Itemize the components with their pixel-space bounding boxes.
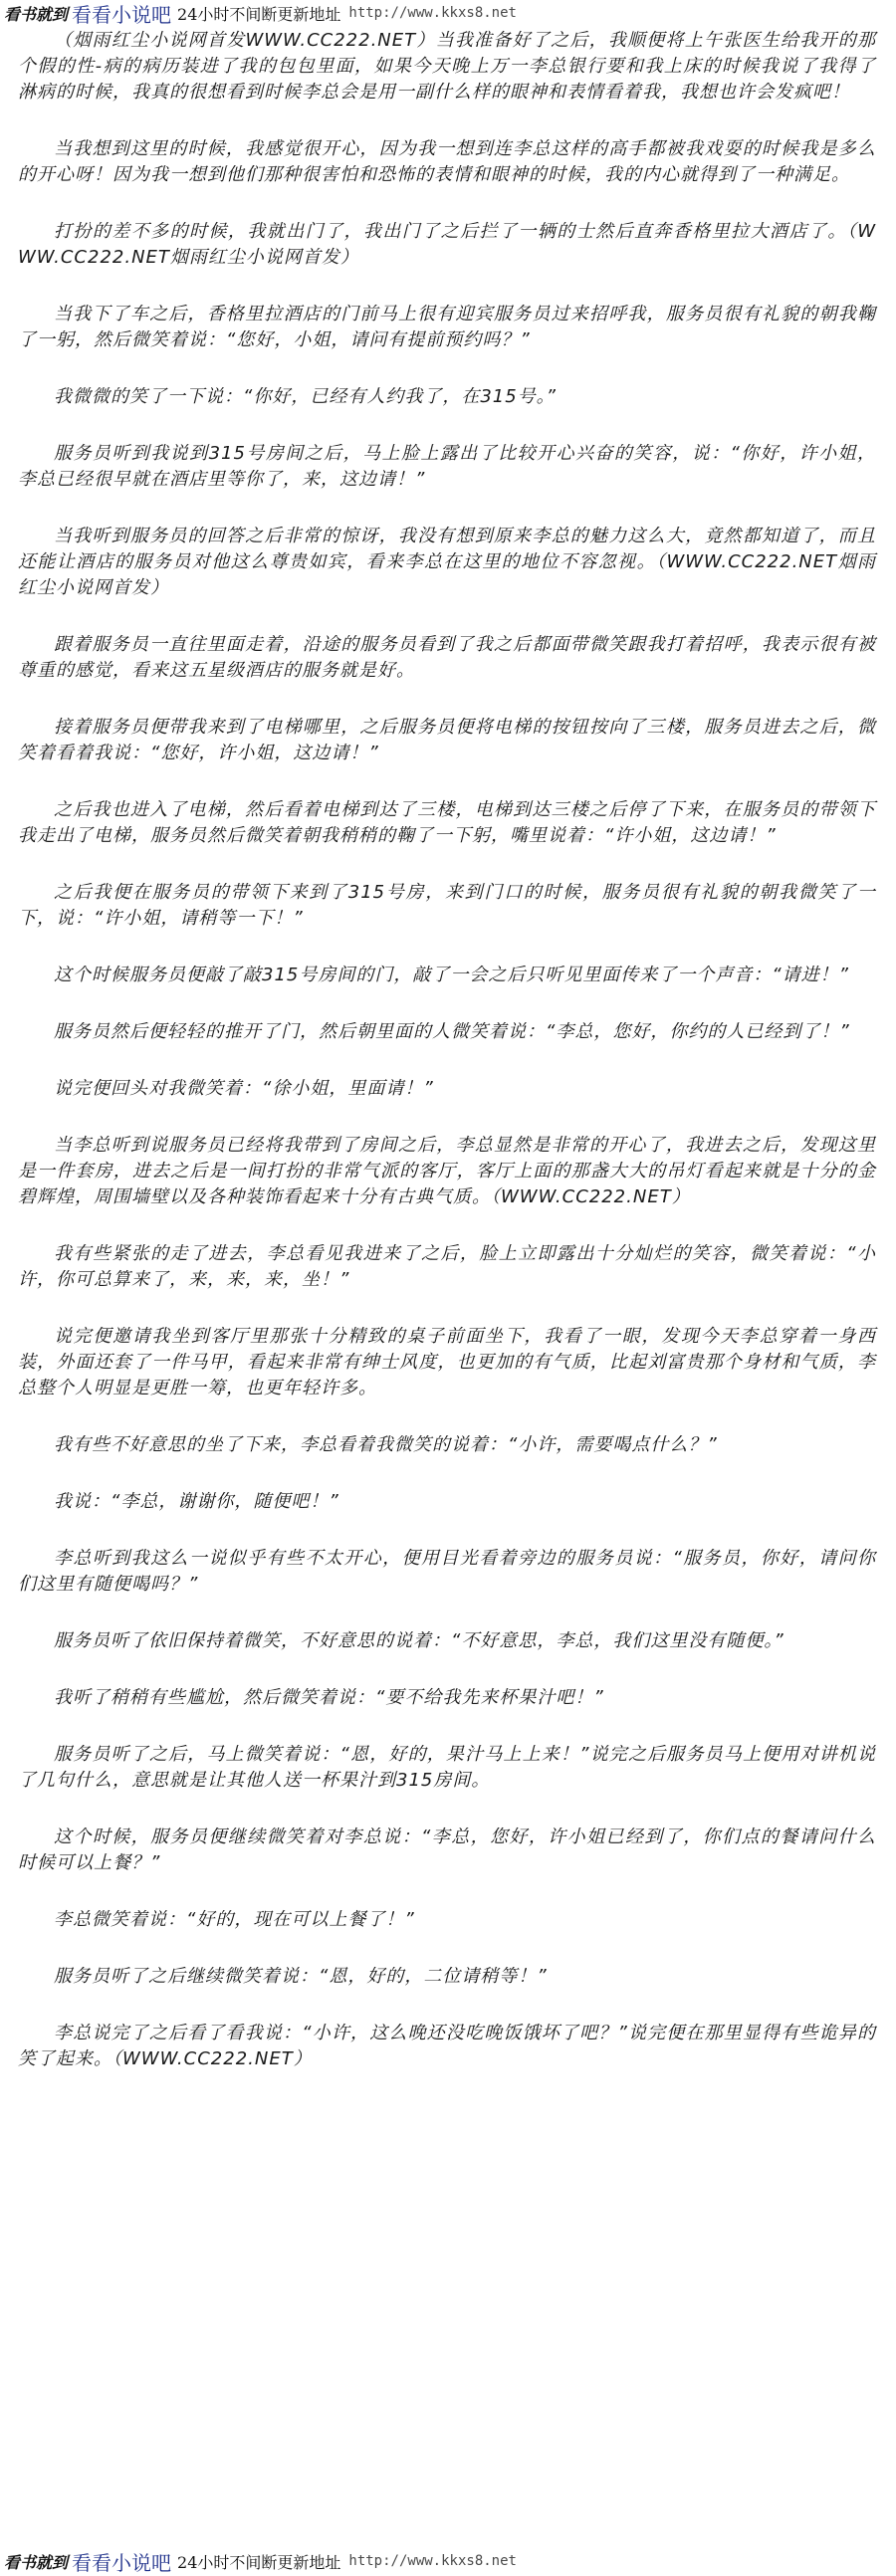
footer-banner xyxy=(0,2548,896,2574)
paragraph: 服务员听到我说到315号房间之后，马上脸上露出了比较开心兴奋的笑容，说：“你好，许小姐，李总已经很早就在酒店里等你了，来，这边请！” xyxy=(18,443,876,490)
paragraph: 打扮的差不多的时候，我就出门了，我出门了之后拦了一辆的士然后直奔香格里拉大酒店了。（WWW.CC222.NET烟雨红尘小说网首发） xyxy=(18,221,876,268)
paragraph: 服务员然后便轻轻的推开了门，然后朝里面的人微笑着说：“李总，您好，你约的人已经到了！” xyxy=(54,1021,850,1042)
header-slogan: 24小时不间断更新地址 xyxy=(177,4,341,24)
paragraph: 李总听到我这么一说似乎有些不太开心，便用目光看着旁边的服务员说：“服务员，你好，请问你们这里有随便喝吗？” xyxy=(18,1548,876,1595)
paragraph: 我微微的笑了一下说：“你好，已经有人约我了，在315号。” xyxy=(54,386,558,407)
paragraph: 李总说完了之后看了看我说：“小许，这么晚还没吃晚饭饿坏了吧？”说完便在那里显得有些诡异的笑了起来。（WWW.CC222.NET） xyxy=(18,2023,876,2069)
paragraph: 这个时候，服务员便继续微笑着对李总说：“李总，您好，许小姐已经到了，你们点的餐请问什么时候可以上餐？” xyxy=(18,1826,876,1873)
chapter-text xyxy=(18,28,876,2103)
header-prefix: 看书就到 xyxy=(4,4,69,24)
paragraph: 我听了稍稍有些尴尬，然后微笑着说：“要不给我先来杯果汁吧！” xyxy=(54,1687,604,1708)
header-url-link[interactable]: http://www.kkxs8.net xyxy=(348,5,517,21)
paragraph: 服务员听了之后，马上微笑着说：“恩，好的，果汁马上上来！”说完之后服务员马上便用对讲机说了几句什么，意思就是让其他人送一杯果汁到315房间。 xyxy=(18,1744,876,1791)
paragraph: 当我听到服务员的回答之后非常的惊讶，我没有想到原来李总的魅力这么大，竟然都知道了，而且还能让酒店的服务员对他这么尊贵如宾，看来李总在这里的地位不容忽视。（WWW.CC222.NET烟雨红尘小说网首发） xyxy=(18,526,876,598)
paragraph: 之后我便在服务员的带领下来到了315号房，来到门口的时候，服务员很有礼貌的朝我微笑了一下，说：“许小姐，请稍等一下！” xyxy=(18,882,876,929)
paragraph: 我有些紧张的走了进去，李总看见我进来了之后，脸上立即露出十分灿烂的笑容，微笑着说：“小许，你可总算来了，来，来，来，坐！” xyxy=(18,1243,876,1290)
paragraph: 当我想到这里的时候，我感觉很开心，因为我一想到连李总这样的高手都被我戏耍的时候我是多么的开心呀！因为我一想到他们那种很害怕和恐怖的表情和眼神的时候，我的内心就得到了一种满足。 xyxy=(18,138,876,185)
paragraph: 我说：“李总，谢谢你，随便吧！” xyxy=(54,1491,339,1512)
paragraph: （烟雨红尘小说网首发WWW.CC222.NET）当我准备好了之后，我顺便将上午张医生给我开的那个假的性-病的病历装进了我的包包里面，如果今天晚上万一李总银行要和我上床的时候我说了我得了淋病的时候，我真的很想看到时候李总会是用一副什么样的眼神和表情看着我，我想也许会发疯吧！ xyxy=(18,30,876,103)
header-site-name[interactable]: 看看小说吧 xyxy=(72,2,172,27)
paragraph: 这个时候服务员便敲了敲315号房间的门，敲了一会之后只听见里面传来了一个声音：“请进！” xyxy=(54,965,850,985)
footer-slogan: 24小时不间断更新地址 xyxy=(177,2552,341,2572)
header-banner xyxy=(0,0,896,26)
paragraph: 当李总听到说服务员已经将我带到了房间之后，李总显然是非常的开心了，我进去之后，发现这里是一件套房，进去之后是一间打扮的非常气派的客厅，客厅上面的那盏大大的吊灯看起来就是十分的金碧辉煌，周围墙壁以及各种装饰看起来十分有古典气质。（WWW.CC222.NET） xyxy=(18,1135,876,1207)
paragraph: 服务员听了依旧保持着微笑，不好意思的说着：“不好意思，李总，我们这里没有随便。” xyxy=(54,1630,784,1651)
paragraph: 说完便邀请我坐到客厅里那张十分精致的桌子前面坐下，我看了一眼，发现今天李总穿着一身西装，外面还套了一件马甲，看起来非常有绅士风度，也更加的有气质，比起刘富贵那个身材和气质，李总整个人明显是更胜一筹，也更年轻许多。 xyxy=(18,1326,876,1398)
paragraph: 之后我也进入了电梯，然后看着电梯到达了三楼，电梯到达三楼之后停了下来，在服务员的带领下我走出了电梯，服务员然后微笑着朝我稍稍的鞠了一下躬，嘴里说着：“许小姐，这边请！” xyxy=(18,799,876,846)
footer-site-name[interactable]: 看看小说吧 xyxy=(72,2550,172,2575)
paragraph: 接着服务员便带我来到了电梯哪里，之后服务员便将电梯的按钮按向了三楼，服务员进去之后，微笑着看着我说：“您好，许小姐，这边请！” xyxy=(18,717,876,763)
paragraph: 服务员听了之后继续微笑着说：“恩，好的，二位请稍等！” xyxy=(54,1966,548,1987)
paragraph: 当我下了车之后，香格里拉酒店的门前马上很有迎宾服务员过来招呼我，服务员很有礼貌的朝我鞠了一躬，然后微笑着说：“您好，小姐，请问有提前预约吗？” xyxy=(18,304,876,350)
paragraph: 说完便回头对我微笑着：“徐小姐，里面请！” xyxy=(54,1078,434,1099)
paragraph: 我有些不好意思的坐了下来，李总看着我微笑的说着：“小许，需要喝点什么？” xyxy=(54,1434,718,1455)
footer-url-link[interactable]: http://www.kkxs8.net xyxy=(348,2553,517,2569)
footer-prefix: 看书就到 xyxy=(4,2552,69,2572)
paragraph: 李总微笑着说：“好的，现在可以上餐了！” xyxy=(54,1909,415,1930)
paragraph: 跟着服务员一直往里面走着，沿途的服务员看到了我之后都面带微笑跟我打着招呼，我表示很有被尊重的感觉，看来这五星级酒店的服务就是好。 xyxy=(18,634,876,681)
